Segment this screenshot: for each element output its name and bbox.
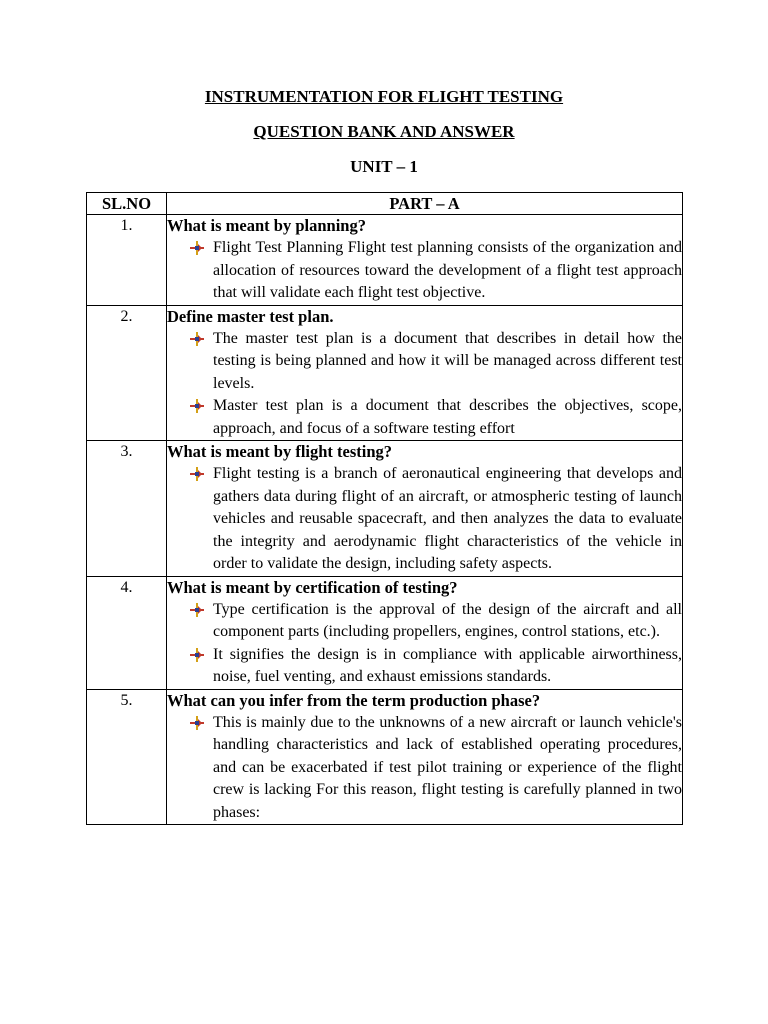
question-text: What can you infer from the term production phase? (167, 690, 541, 710)
answer-text: This is mainly due to the unknowns of a new aircraft or launch vehicle's handling characteristics and lack of established operating procedures, and can be exacerbated if test pilot training or experience of the flight crew is lacking For this reason, flight testing is carefully planned in two phases: (213, 713, 682, 821)
question-text: What is meant by flight testing? (167, 442, 393, 461)
answer-text: Type certification is the approval of the design of the aircraft and all component parts (including propellers, engines, control stations, etc.). (213, 600, 682, 640)
answer-text: It signifies the design is in compliance with applicable airworthiness, noise, fuel venting, and exhaust emissions standards. (213, 645, 682, 685)
answer-list (167, 463, 682, 576)
answer-list (167, 237, 682, 305)
answer-item (167, 395, 682, 440)
serial-number: 4. (87, 576, 167, 689)
question-cell (167, 441, 683, 577)
question-text: Define master test plan. (167, 306, 334, 326)
serial-number: 1. (87, 215, 167, 306)
serial-number: 2. (87, 305, 167, 441)
question-cell (167, 689, 683, 825)
answer-item (167, 463, 682, 576)
question-cell (167, 576, 683, 689)
answer-item (167, 712, 682, 825)
question-row (87, 215, 683, 306)
slno-header: SL.NO (87, 193, 167, 215)
document-title: INSTRUMENTATION FOR FLIGHT TESTING (204, 87, 564, 106)
answer-item (167, 599, 682, 644)
arrow-cross-bullet-icon (190, 332, 204, 346)
table-header-row (87, 193, 683, 215)
answer-item (167, 237, 682, 305)
answer-text: The master test plan is a document that describes in detail how the testing is being planned and how it will be managed across different test levels. (213, 329, 682, 392)
document-subtitle: QUESTION BANK AND ANSWER (253, 122, 515, 141)
question-row (87, 576, 683, 689)
question-row (87, 689, 683, 825)
arrow-cross-bullet-icon (190, 241, 204, 255)
arrow-cross-bullet-icon (190, 467, 204, 481)
part-header: PART – A (167, 193, 683, 215)
arrow-cross-bullet-icon (190, 603, 204, 617)
answer-list (167, 599, 682, 689)
serial-number: 5. (87, 689, 167, 825)
arrow-cross-bullet-icon (190, 716, 204, 730)
question-cell (167, 305, 683, 441)
unit-heading: UNIT – 1 (350, 157, 418, 176)
question-cell (167, 215, 683, 306)
answer-item (167, 644, 682, 689)
arrow-cross-bullet-icon (190, 399, 204, 413)
question-text: What is meant by certification of testing? (167, 577, 458, 597)
arrow-cross-bullet-icon (190, 648, 204, 662)
question-table (86, 192, 683, 825)
answer-text: Master test plan is a document that describes the objectives, scope, approach, and focus of a software testing effort (213, 397, 682, 437)
answer-item (167, 328, 682, 396)
question-row (87, 441, 683, 577)
answer-text: Flight Test Planning Flight test planning consists of the organization and allocation of resources toward the development of a flight test approach that will validate each flight test objective. (213, 239, 682, 301)
answer-list (167, 712, 682, 825)
question-text: What is meant by planning? (167, 216, 366, 235)
answer-text: Flight testing is a branch of aeronautical engineering that develops and gathers data during flight of an aircraft, or atmospheric testing of launch vehicles and reusable spacecraft, and then analyzes the data to evaluate the integrity and aerodynamic flight characteristics of the vehicle in order to validate the design, including safety aspects. (213, 465, 682, 572)
answer-list (167, 328, 682, 441)
serial-number: 3. (87, 441, 167, 577)
question-row (87, 305, 683, 441)
